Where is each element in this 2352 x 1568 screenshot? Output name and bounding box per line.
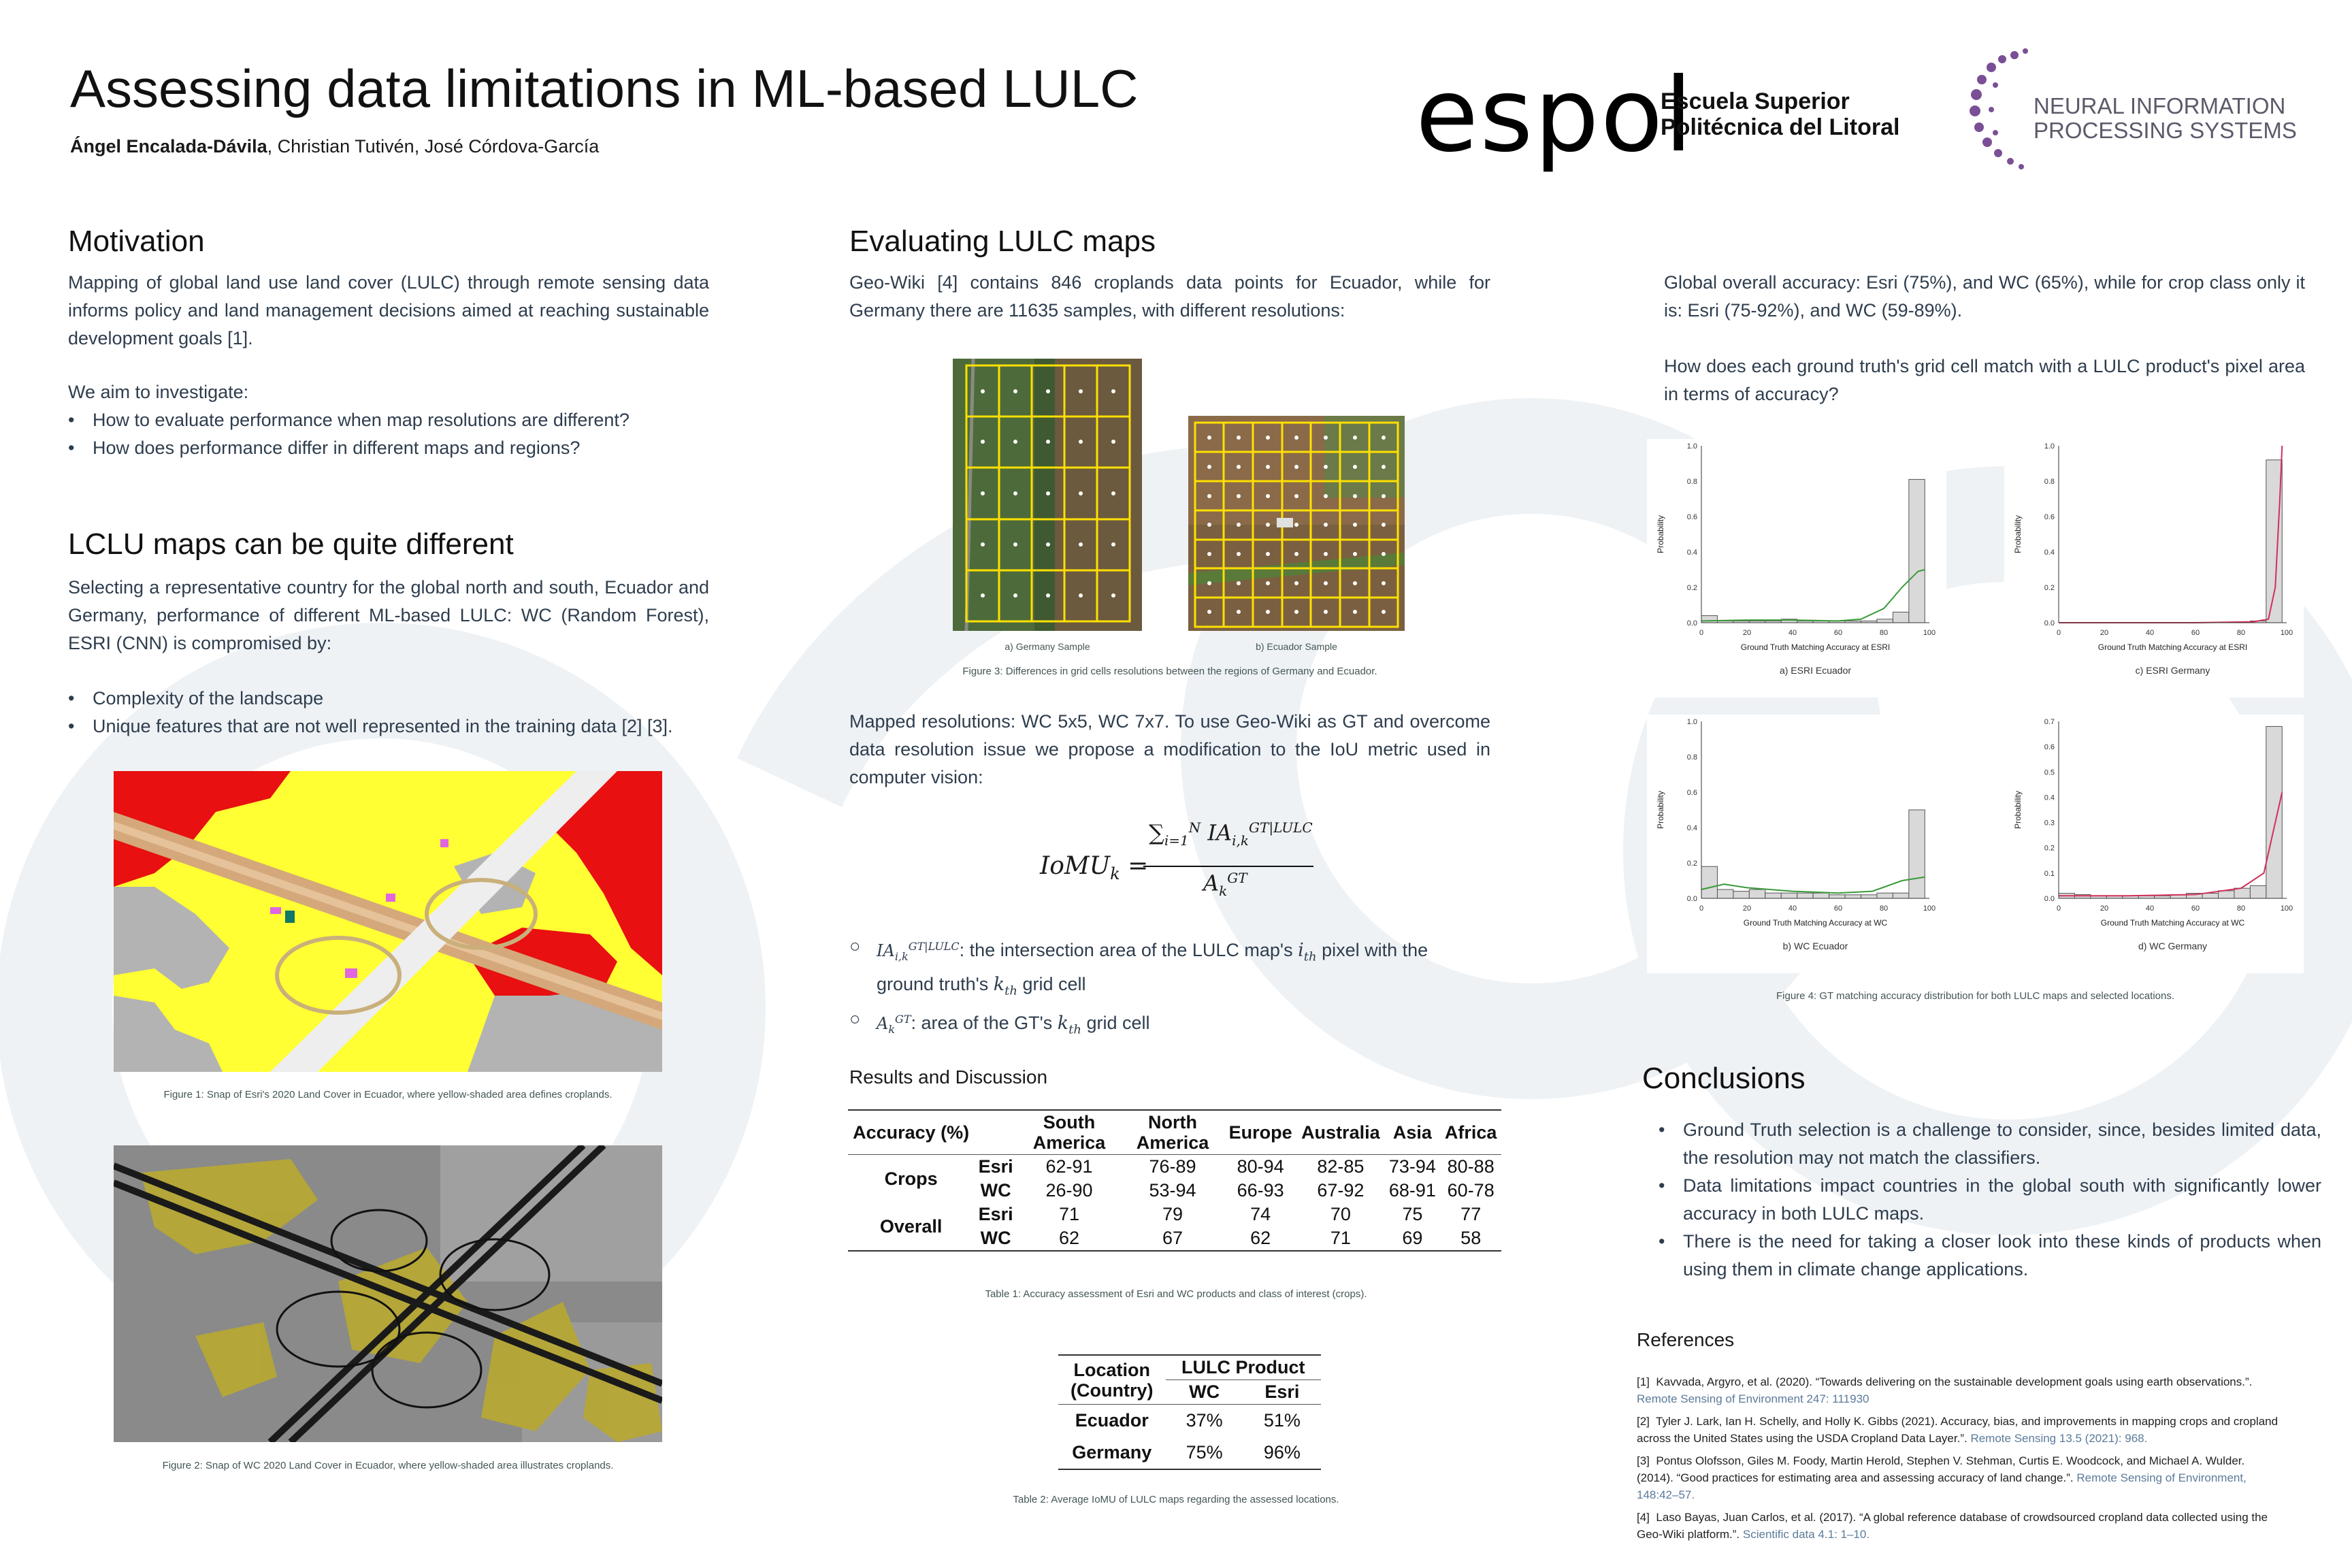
x-tick-label: 60 — [1833, 629, 1843, 637]
table-header: Africa — [1444, 1122, 1497, 1143]
table-header: North America — [1136, 1112, 1209, 1153]
histogram-bar — [1909, 479, 1925, 623]
reference-link[interactable]: Remote Sensing of Environment, 148:42–57. — [1637, 1471, 2247, 1501]
histogram-bar — [2250, 885, 2266, 898]
chart-title: a) ESRI Ecuador — [1779, 665, 1852, 676]
y-tick-label: 0.8 — [2044, 478, 2055, 486]
table-cell: 62 — [1059, 1228, 1080, 1248]
table-cell: 80-88 — [1447, 1156, 1494, 1177]
table-cell: 67-92 — [1317, 1180, 1365, 1200]
y-tick-label: 0.0 — [2044, 619, 2055, 627]
histogram-bar — [1845, 895, 1861, 898]
table-header — [1058, 1355, 1166, 1405]
y-tick-label: 0.2 — [2044, 584, 2055, 592]
y-tick-label: 0.6 — [2044, 513, 2055, 521]
table-cell: 79 — [1162, 1204, 1183, 1224]
x-tick-label: 40 — [1788, 904, 1797, 913]
x-axis-label: Ground Truth Matching Accuracy at ESRI — [2097, 642, 2248, 652]
evaluating-para2: Mapped resolutions: WC 5x5, WC 7x7. To use Geo-Wiki as GT and overcome data resolution issue we propose a modification to the IoU metric used in computer vision: — [849, 711, 1490, 787]
figure4-caption: Figure 4: GT matching accuracy distribution for both LULC maps and selected locations. — [1776, 990, 2174, 1002]
histogram-bar — [1813, 893, 1829, 898]
histogram-bar — [1733, 892, 1749, 898]
table-header: Australia — [1301, 1122, 1380, 1143]
reference-text: Tyler J. Lark, Ian H. Schelly, and Holly K. Gibbs (2021). Accuracy, bias, and improvements in mapping crops and cropland across the United States using the USDA Cropland Data Layer.”. — [1637, 1415, 2278, 1445]
table-row — [848, 1203, 1501, 1226]
x-tick-label: 20 — [1742, 629, 1752, 637]
x-tick-label: 100 — [1923, 629, 1936, 637]
histogram-bar — [1861, 895, 1877, 898]
right-para2: How does each ground truth's grid cell match with a LULC product's pixel area in terms of accuracy? — [1664, 356, 2305, 404]
figure3-caption: Figure 3: Differences in grid cells resolutions between the regions of Germany and Ecuador. — [962, 666, 1377, 677]
histogram-bar — [1877, 893, 1893, 898]
table2-caption: Table 2: Average IoMU of LULC maps regarding the assessed locations. — [1013, 1494, 1339, 1505]
table-cell: 69 — [1402, 1228, 1423, 1248]
x-tick-label: 80 — [1879, 904, 1889, 913]
list-item: • How does performance differ in different maps and regions? — [93, 434, 705, 462]
reference-text: Pontus Olofsson, Giles M. Foody, Martin Herold, Stephen V. Stehman, Curtis E. Woodcock, and Michael A. Wulder. (2014). “Good practices for estimating area and assessing accuracy of land change.”. — [1637, 1454, 2245, 1484]
y-tick-label: 0.0 — [1686, 895, 1697, 903]
authors — [70, 136, 599, 157]
germany-sample-label: a) Germany Sample — [1004, 641, 1090, 652]
y-tick-label: 0.7 — [2044, 718, 2055, 726]
reference-text: Kavvada, Argyro, et al. (2020). “Towards delivering on the sustainable development goals using earth observations.”. — [1656, 1375, 2253, 1388]
def2-text2: grid cell — [1086, 1012, 1150, 1033]
def1-text2: pixel with the — [1322, 940, 1428, 960]
row-model: WC — [980, 1180, 1011, 1200]
evaluating-para: Geo-Wiki [4] contains 846 croplands data points for Ecuador, while for Germany there are 11635 samples, with different resolutions: — [849, 272, 1490, 321]
neurips-logo-icon — [1967, 44, 2035, 194]
y-tick-label: 0.4 — [2044, 794, 2055, 802]
x-tick-label: 0 — [2056, 904, 2061, 913]
table-cell: 58 — [1460, 1228, 1482, 1248]
table-row — [1058, 1405, 1321, 1437]
table-cell: Ecuador — [1075, 1410, 1149, 1431]
y-axis-label: Probability — [1656, 790, 1665, 830]
def2-text: : area of the GT's — [911, 1012, 1053, 1033]
row-model: Esri — [978, 1156, 1013, 1177]
table-header: LULC Product — [1166, 1355, 1321, 1380]
x-tick-label: 100 — [2280, 629, 2293, 637]
kde-line — [2059, 446, 2282, 623]
list-item: • Data limitations impact countries in the global south with significantly lower accuracy in both LULC maps. — [1683, 1172, 2321, 1228]
espol-line2: Politécnica del Litoral — [1661, 114, 1900, 140]
table-cell: 70 — [1330, 1204, 1351, 1224]
iomu-table — [1058, 1354, 1321, 1470]
reference-number: [4] — [1637, 1511, 1650, 1524]
reference-link[interactable]: Scientific data 4.1: 1–10. — [1742, 1528, 1870, 1541]
definitions: ○ $IA_{i,k}^{GT|LULC}$: the intersection area of the LULC map's $i_{th}$ pixel with the ground truth's $k_{th}$ grid cell ○ $A_k^{GT}$: area of the GT's $k_{th}$ grid cell — [849, 936, 1428, 1037]
y-tick-label: 0.5 — [2044, 768, 2055, 777]
x-tick-label: 100 — [2280, 904, 2293, 913]
table-cell: 80-94 — [1237, 1156, 1284, 1177]
lclu-bullets — [68, 685, 734, 740]
table-cell: 66-93 — [1237, 1180, 1284, 1200]
y-tick-label: 0.4 — [1686, 549, 1697, 557]
x-tick-label: 100 — [1923, 904, 1936, 913]
table-cell: 68-91 — [1388, 1180, 1436, 1200]
histogram-bar — [1701, 616, 1717, 623]
espol-subtitle — [1661, 88, 1899, 140]
y-tick-label: 0.3 — [2044, 819, 2055, 828]
histogram-bar — [1797, 893, 1813, 898]
reference-item — [1637, 1452, 2283, 1503]
histogram-bar — [1749, 889, 1765, 898]
reference-number: [3] — [1637, 1454, 1650, 1467]
kde-line — [1701, 570, 1925, 621]
poster-title: Assessing data limitations in ML-based LULC — [70, 59, 1139, 118]
y-tick-label: 0.6 — [1686, 789, 1697, 797]
reference-link[interactable]: Remote Sensing 13.5 (2021): 968. — [1970, 1432, 2148, 1445]
x-tick-label: 80 — [1879, 629, 1889, 637]
neurips-text — [2034, 94, 2297, 143]
y-tick-label: 0.6 — [2044, 743, 2055, 752]
chart-wc-germany — [2004, 715, 2304, 973]
y-tick-label: 1.0 — [2044, 442, 2055, 451]
motivation-para: Mapping of global land use land cover (LULC) through remote sensing data informs policy and land management decisions aimed at reaching sustainable development goals [1]. — [68, 272, 709, 348]
reference-number: [1] — [1637, 1375, 1650, 1388]
row-group-label: Crops — [884, 1168, 938, 1189]
def1-text: : the intersection area of the LULC map's — [959, 940, 1293, 960]
neurips-line1: NEURAL INFORMATION — [2034, 93, 2286, 118]
right-para1: Global overall accuracy: Esri (75%), and WC (65%), while for crop class only it is: Esri (75-92%), and WC (59-89%). — [1664, 272, 2305, 321]
table-cell: 74 — [1250, 1204, 1271, 1224]
chart-title: b) WC Ecuador — [1782, 941, 1848, 951]
x-tick-label: 40 — [1788, 629, 1797, 637]
y-tick-label: 1.0 — [1686, 442, 1697, 451]
table-cell: 77 — [1460, 1204, 1482, 1224]
x-tick-label: 20 — [2100, 904, 2109, 913]
histogram-bar — [1765, 893, 1781, 898]
x-tick-label: 60 — [2191, 904, 2200, 913]
table-cell: 76-89 — [1149, 1156, 1196, 1177]
results-heading: Results and Discussion — [849, 1066, 1048, 1088]
chart-wc-ecuador — [1647, 715, 1946, 973]
y-tick-label: 0.6 — [1686, 513, 1697, 521]
x-axis-label: Ground Truth Matching Accuracy at WC — [2100, 918, 2245, 928]
histogram-bar — [1781, 893, 1797, 898]
references-heading: References — [1637, 1329, 1735, 1350]
table-header: South America — [1032, 1112, 1106, 1153]
figure2-caption: Figure 2: Snap of WC 2020 Land Cover in Ecuador, where yellow-shaded area illustrates croplands. — [162, 1460, 614, 1471]
def1-line2a: ground truth's — [877, 974, 989, 995]
iomu-equation: IoMU$_k$ = $\sum_{i=1}^N$ $IA_{i,k}^{GT|LULC}$ $A_k^{GT}$ — [1040, 819, 1313, 900]
histogram-bar — [2234, 888, 2250, 898]
def1-line2b: grid cell — [1022, 974, 1086, 995]
table-header: Asia — [1392, 1122, 1432, 1143]
table-cell: 53-94 — [1149, 1180, 1196, 1200]
wc-landcover-map — [114, 1145, 662, 1442]
table-row — [848, 1155, 1501, 1179]
y-tick-label: 0.8 — [1686, 753, 1697, 762]
histogram-bar — [1701, 866, 1717, 898]
y-axis-label: Probability — [2013, 790, 2023, 830]
row-model: Esri — [978, 1204, 1013, 1224]
table-header-line: Location — [1073, 1359, 1151, 1380]
y-tick-label: 0.2 — [1686, 860, 1697, 868]
table-cell: 67 — [1162, 1228, 1183, 1248]
histogram-bar — [1893, 612, 1908, 623]
y-tick-label: 1.0 — [1686, 718, 1697, 726]
histogram-bar — [2155, 896, 2170, 898]
table-cell: 51% — [1263, 1410, 1301, 1431]
reference-item — [1637, 1509, 2283, 1543]
references-list — [1637, 1373, 2283, 1543]
table-cell: 37% — [1186, 1410, 1223, 1431]
chart-esri-germany — [2004, 439, 2304, 698]
list-item: • Unique features that are not well represented in the training data [2] [3]. — [93, 713, 734, 740]
x-tick-label: 60 — [2191, 629, 2200, 637]
first-author: Ángel Encalada-Dávila — [70, 136, 267, 157]
histogram-bar — [2266, 460, 2282, 623]
histogram-bar — [1877, 619, 1893, 623]
motivation-intro: We aim to investigate: — [68, 382, 249, 402]
kde-line — [2059, 792, 2282, 896]
table-cell: 73-94 — [1388, 1156, 1436, 1177]
conclusions-heading: Conclusions — [1642, 1062, 1806, 1095]
motivation-bullets — [68, 406, 705, 462]
histogram-bar — [2202, 894, 2218, 898]
histogram-bar — [1893, 893, 1908, 898]
neurips-line2: PROCESSING SYSTEMS — [2034, 118, 2297, 143]
x-tick-label: 40 — [2145, 629, 2155, 637]
motivation-heading: Motivation — [68, 225, 205, 258]
table-cell: 75 — [1402, 1204, 1423, 1224]
reference-item — [1637, 1373, 2283, 1407]
x-tick-label: 80 — [2236, 629, 2246, 637]
lclu-heading: LCLU maps can be quite different — [68, 527, 514, 561]
y-axis-label: Probability — [1656, 514, 1665, 554]
table-cell: 75% — [1186, 1442, 1223, 1463]
table-row — [1058, 1437, 1321, 1469]
espol-wordmark: espol — [1416, 56, 1695, 175]
row-group-label: Overall — [879, 1215, 943, 1237]
reference-link[interactable]: Remote Sensing of Environment 247: 111930 — [1637, 1392, 1869, 1405]
table1-caption: Table 1: Accuracy assessment of Esri and WC products and class of interest (crops). — [985, 1288, 1367, 1300]
table-header: Esri — [1264, 1382, 1300, 1402]
y-tick-label: 0.2 — [1686, 584, 1697, 592]
figure1-caption: Figure 1: Snap of Esri's 2020 Land Cover in Ecuador, where yellow-shaded area defines croplands. — [163, 1089, 612, 1100]
y-tick-label: 0.2 — [2044, 844, 2055, 853]
espol-logo — [1416, 56, 1695, 175]
other-authors: , Christian Tutivén, José Córdova-García — [267, 136, 600, 157]
table-header: Europe — [1228, 1122, 1292, 1143]
kde-line — [1701, 877, 1925, 893]
histogram-bar — [1829, 895, 1845, 898]
espol-line1: Escuela Superior — [1661, 88, 1850, 114]
esri-landcover-map — [114, 771, 662, 1072]
table-cell: 71 — [1059, 1204, 1080, 1224]
germany-sample-image — [953, 359, 1142, 631]
reference-item — [1637, 1413, 2283, 1447]
x-tick-label: 60 — [1833, 904, 1843, 913]
chart-title: d) WC Germany — [2138, 941, 2208, 951]
table-cell: 62 — [1250, 1228, 1271, 1248]
table-header-line: (Country) — [1071, 1379, 1154, 1401]
lclu-para: Selecting a representative country for the global north and south, Ecuador and Germany, performance of different ML-based LULC: WC (Random Forest), ESRI (CNN) is compromised by: — [68, 577, 709, 653]
row-model: WC — [980, 1228, 1011, 1248]
x-tick-label: 20 — [2100, 629, 2109, 637]
ecuador-sample-label: b) Ecuador Sample — [1256, 641, 1337, 652]
y-tick-label: 0.8 — [1686, 478, 1697, 486]
conclusions-bullets — [1642, 1116, 2321, 1284]
x-tick-label: 20 — [1742, 904, 1752, 913]
chart-esri-ecuador — [1647, 439, 1946, 698]
table-cell: 96% — [1263, 1442, 1301, 1463]
histogram-bar — [2219, 891, 2234, 898]
chart-title: c) ESRI Germany — [2135, 665, 2210, 676]
histogram-bar — [1717, 889, 1733, 898]
y-tick-label: 0.0 — [2044, 895, 2055, 903]
list-item: • Complexity of the landscape — [93, 685, 734, 713]
table-cell: 26-90 — [1045, 1180, 1093, 1200]
y-axis-label: Probability — [2013, 514, 2023, 554]
x-tick-label: 40 — [2145, 904, 2155, 913]
x-tick-label: 0 — [1699, 629, 1704, 637]
evaluating-heading: Evaluating LULC maps — [849, 225, 1156, 258]
table-header: WC — [1189, 1382, 1220, 1402]
y-tick-label: 0.0 — [1686, 619, 1697, 627]
x-tick-label: 0 — [1699, 904, 1704, 913]
x-axis-label: Ground Truth Matching Accuracy at WC — [1743, 918, 1888, 928]
y-tick-label: 0.4 — [2044, 549, 2055, 557]
histogram-bar — [2266, 726, 2282, 898]
histogram-bar — [1909, 810, 1925, 898]
reference-text: Laso Bayas, Juan Carlos, et al. (2017). “A global reference database of crowdsourced cropland data collected using the Geo-Wiki platform.”. — [1637, 1511, 2268, 1541]
x-tick-label: 80 — [2236, 904, 2246, 913]
ecuador-sample-image — [1188, 416, 1405, 631]
y-tick-label: 0.1 — [2044, 869, 2055, 878]
x-axis-label: Ground Truth Matching Accuracy at ESRI — [1740, 642, 1891, 652]
accuracy-table — [848, 1109, 1501, 1252]
table-header: Accuracy (%) — [853, 1122, 970, 1143]
table-cell: 62-91 — [1045, 1156, 1093, 1177]
list-item: • How to evaluate performance when map resolutions are different? — [93, 406, 705, 434]
x-tick-label: 0 — [2056, 629, 2061, 637]
reference-number: [2] — [1637, 1415, 1650, 1428]
list-item: • There is the need for taking a closer look into these kinds of products when using them in climate change applications. — [1683, 1228, 2321, 1284]
table-cell: 60-78 — [1447, 1180, 1494, 1200]
list-item: • Ground Truth selection is a challenge to consider, since, besides limited data, the resolution may not match the classifiers. — [1683, 1116, 2321, 1172]
table-cell: 82-85 — [1317, 1156, 1365, 1177]
table-cell: 71 — [1330, 1228, 1351, 1248]
y-tick-label: 0.4 — [1686, 824, 1697, 832]
table-cell: Germany — [1072, 1442, 1152, 1463]
